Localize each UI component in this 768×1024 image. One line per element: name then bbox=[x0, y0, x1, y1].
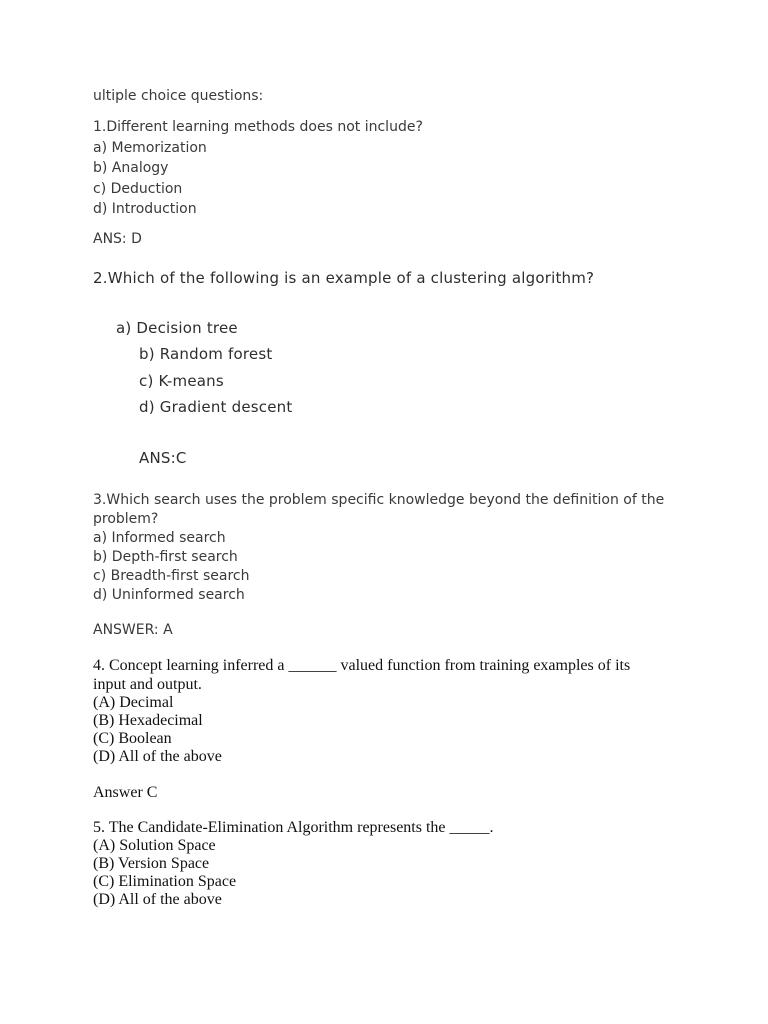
option-d: (D) All of the above bbox=[93, 891, 222, 908]
option-d: d) Introduction bbox=[93, 201, 197, 217]
question-text: 5. The Candidate-Elimination Algorithm represents the _____. bbox=[93, 819, 494, 836]
question-text-line-1: 3.Which search uses the problem specific knowledge beyond the definition of the bbox=[93, 492, 665, 508]
option-c: c) K-means bbox=[139, 372, 224, 390]
question-text-line-2: problem? bbox=[93, 511, 159, 527]
answer: ANS:C bbox=[139, 449, 187, 467]
option-c: (C) Boolean bbox=[93, 730, 172, 747]
option-a: a) Memorization bbox=[93, 140, 207, 156]
option-a: a) Decision tree bbox=[116, 319, 238, 337]
question-text: 1.Different learning methods does not include? bbox=[93, 119, 423, 135]
question-text-line-2: input and output. bbox=[93, 676, 202, 693]
answer: ANSWER: A bbox=[93, 622, 173, 638]
option-b: b) Depth-first search bbox=[93, 549, 238, 565]
option-d: d) Uninformed search bbox=[93, 587, 245, 603]
option-b: (B) Version Space bbox=[93, 855, 210, 872]
question-text: 2.Which of the following is an example of a clustering algorithm? bbox=[93, 269, 595, 287]
option-b: b) Analogy bbox=[93, 160, 169, 176]
option-b: b) Random forest bbox=[139, 345, 273, 363]
answer: Answer C bbox=[93, 784, 158, 801]
option-c: c) Breadth-first search bbox=[93, 568, 250, 584]
option-a: a) Informed search bbox=[93, 530, 226, 546]
option-a: (A) Solution Space bbox=[93, 837, 216, 854]
question-text-line-1: 4. Concept learning inferred a ______ valued function from training examples of its bbox=[93, 657, 631, 674]
option-c: (C) Elimination Space bbox=[93, 873, 237, 890]
option-b: (B) Hexadecimal bbox=[93, 712, 203, 729]
answer: ANS: D bbox=[93, 231, 142, 247]
option-a: (A) Decimal bbox=[93, 694, 174, 711]
option-c: c) Deduction bbox=[93, 181, 183, 197]
option-d: (D) All of the above bbox=[93, 748, 222, 765]
option-d: d) Gradient descent bbox=[139, 398, 293, 416]
heading: ultiple choice questions: bbox=[93, 88, 264, 104]
